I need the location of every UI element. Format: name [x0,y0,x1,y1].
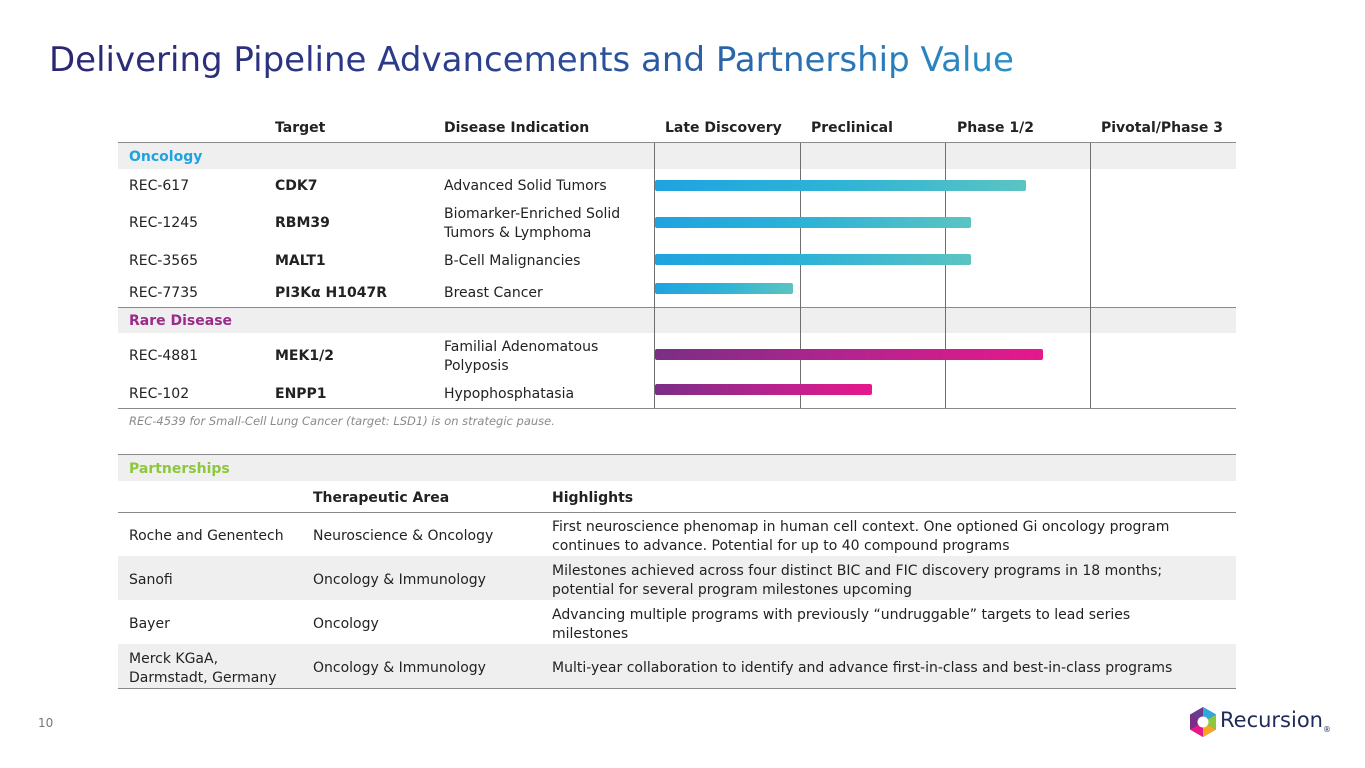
program-target: MEK1/2 [275,348,334,364]
header-target: Target [275,120,326,136]
rare-section-label: Rare Disease [129,313,233,329]
program-indication: B-Cell Malignancies [444,253,581,269]
program-id: REC-4881 [129,348,199,364]
program-target: ENPP1 [275,386,327,402]
recursion-logo-icon [1188,706,1218,738]
divider [118,408,1236,409]
program-target: PI3Kα H1047R [275,285,388,301]
partner-highlight-line1: Multi-year collaboration to identify and advance first-in-class and best-in-class programs [552,660,1173,676]
header-indication: Disease Indication [444,120,590,136]
program-target: RBM39 [275,215,330,231]
program-id: REC-617 [129,178,190,194]
header-stage-preclinical: Preclinical [811,120,893,136]
partner-name: Sanofi [129,572,173,588]
header-therapeutic-area: Therapeutic Area [313,490,450,506]
progress-bar [655,254,971,265]
partner-highlight-line1: First neuroscience phenomap in human cell context. One optioned Gi oncology program [552,519,1170,535]
partnerships-section-band [118,455,1236,481]
program-target: MALT1 [275,253,326,269]
oncology-section-band [118,143,1236,169]
partner-name-line1: Merck KGaA, [129,651,219,667]
oncology-section-label: Oncology [129,149,203,165]
partner-name: Roche and Genentech [129,528,284,544]
partner-name-line2: Darmstadt, Germany [129,670,277,686]
pause-note: REC-4539 for Small-Cell Lung Cancer (target: LSD1) is on strategic pause. [129,414,555,428]
program-indication: Advanced Solid Tumors [444,178,607,194]
partner-highlight-line2: continues to advance. Potential for up to 40 compound programs [552,538,1010,554]
program-indication-line2: Tumors & Lymphoma [444,225,592,241]
partnerships-section-label: Partnerships [129,461,230,477]
partner-area: Oncology & Immunology [313,660,486,676]
partner-highlight-line2: milestones [552,626,629,642]
program-indication-line1: Familial Adenomatous [444,339,599,355]
partner-name: Bayer [129,616,170,632]
progress-bar [655,217,971,228]
divider [118,512,1236,513]
rare-section-band [118,308,1236,333]
page-number: 10 [38,716,54,730]
program-target: CDK7 [275,178,318,194]
program-id: REC-7735 [129,285,199,301]
progress-bar [655,180,1026,191]
stage-column-divider [1090,143,1091,408]
page-title: Delivering Pipeline Advancements and Partnership Value [49,40,1014,80]
program-id: REC-3565 [129,253,199,269]
partner-area: Oncology & Immunology [313,572,486,588]
partner-highlight-line2: potential for several program milestones upcoming [552,582,913,598]
header-stage-late-discovery: Late Discovery [665,120,782,136]
progress-bar [655,349,1043,360]
program-id: REC-1245 [129,215,199,231]
program-indication: Hypophosphatasia [444,386,575,402]
recursion-logo-text: Recursion$_®$ [1220,708,1331,735]
program-indication-line1: Biomarker-Enriched Solid [444,206,621,222]
program-id: REC-102 [129,386,190,402]
divider [118,688,1236,689]
header-stage-phase12: Phase 1/2 [957,120,1034,136]
partner-area: Neuroscience & Oncology [313,528,494,544]
header-highlights: Highlights [552,490,634,506]
partner-area: Oncology [313,616,379,632]
header-stage-pivotal: Pivotal/Phase 3 [1101,120,1223,136]
program-indication: Breast Cancer [444,285,543,301]
progress-bar [655,384,872,395]
progress-bar [655,283,793,294]
partner-highlight-line1: Advancing multiple programs with previously “undruggable” targets to lead series [552,607,1131,623]
program-indication-line2: Polyposis [444,358,509,374]
partner-highlight-line1: Milestones achieved across four distinct BIC and FIC discovery programs in 18 months; [552,563,1163,579]
